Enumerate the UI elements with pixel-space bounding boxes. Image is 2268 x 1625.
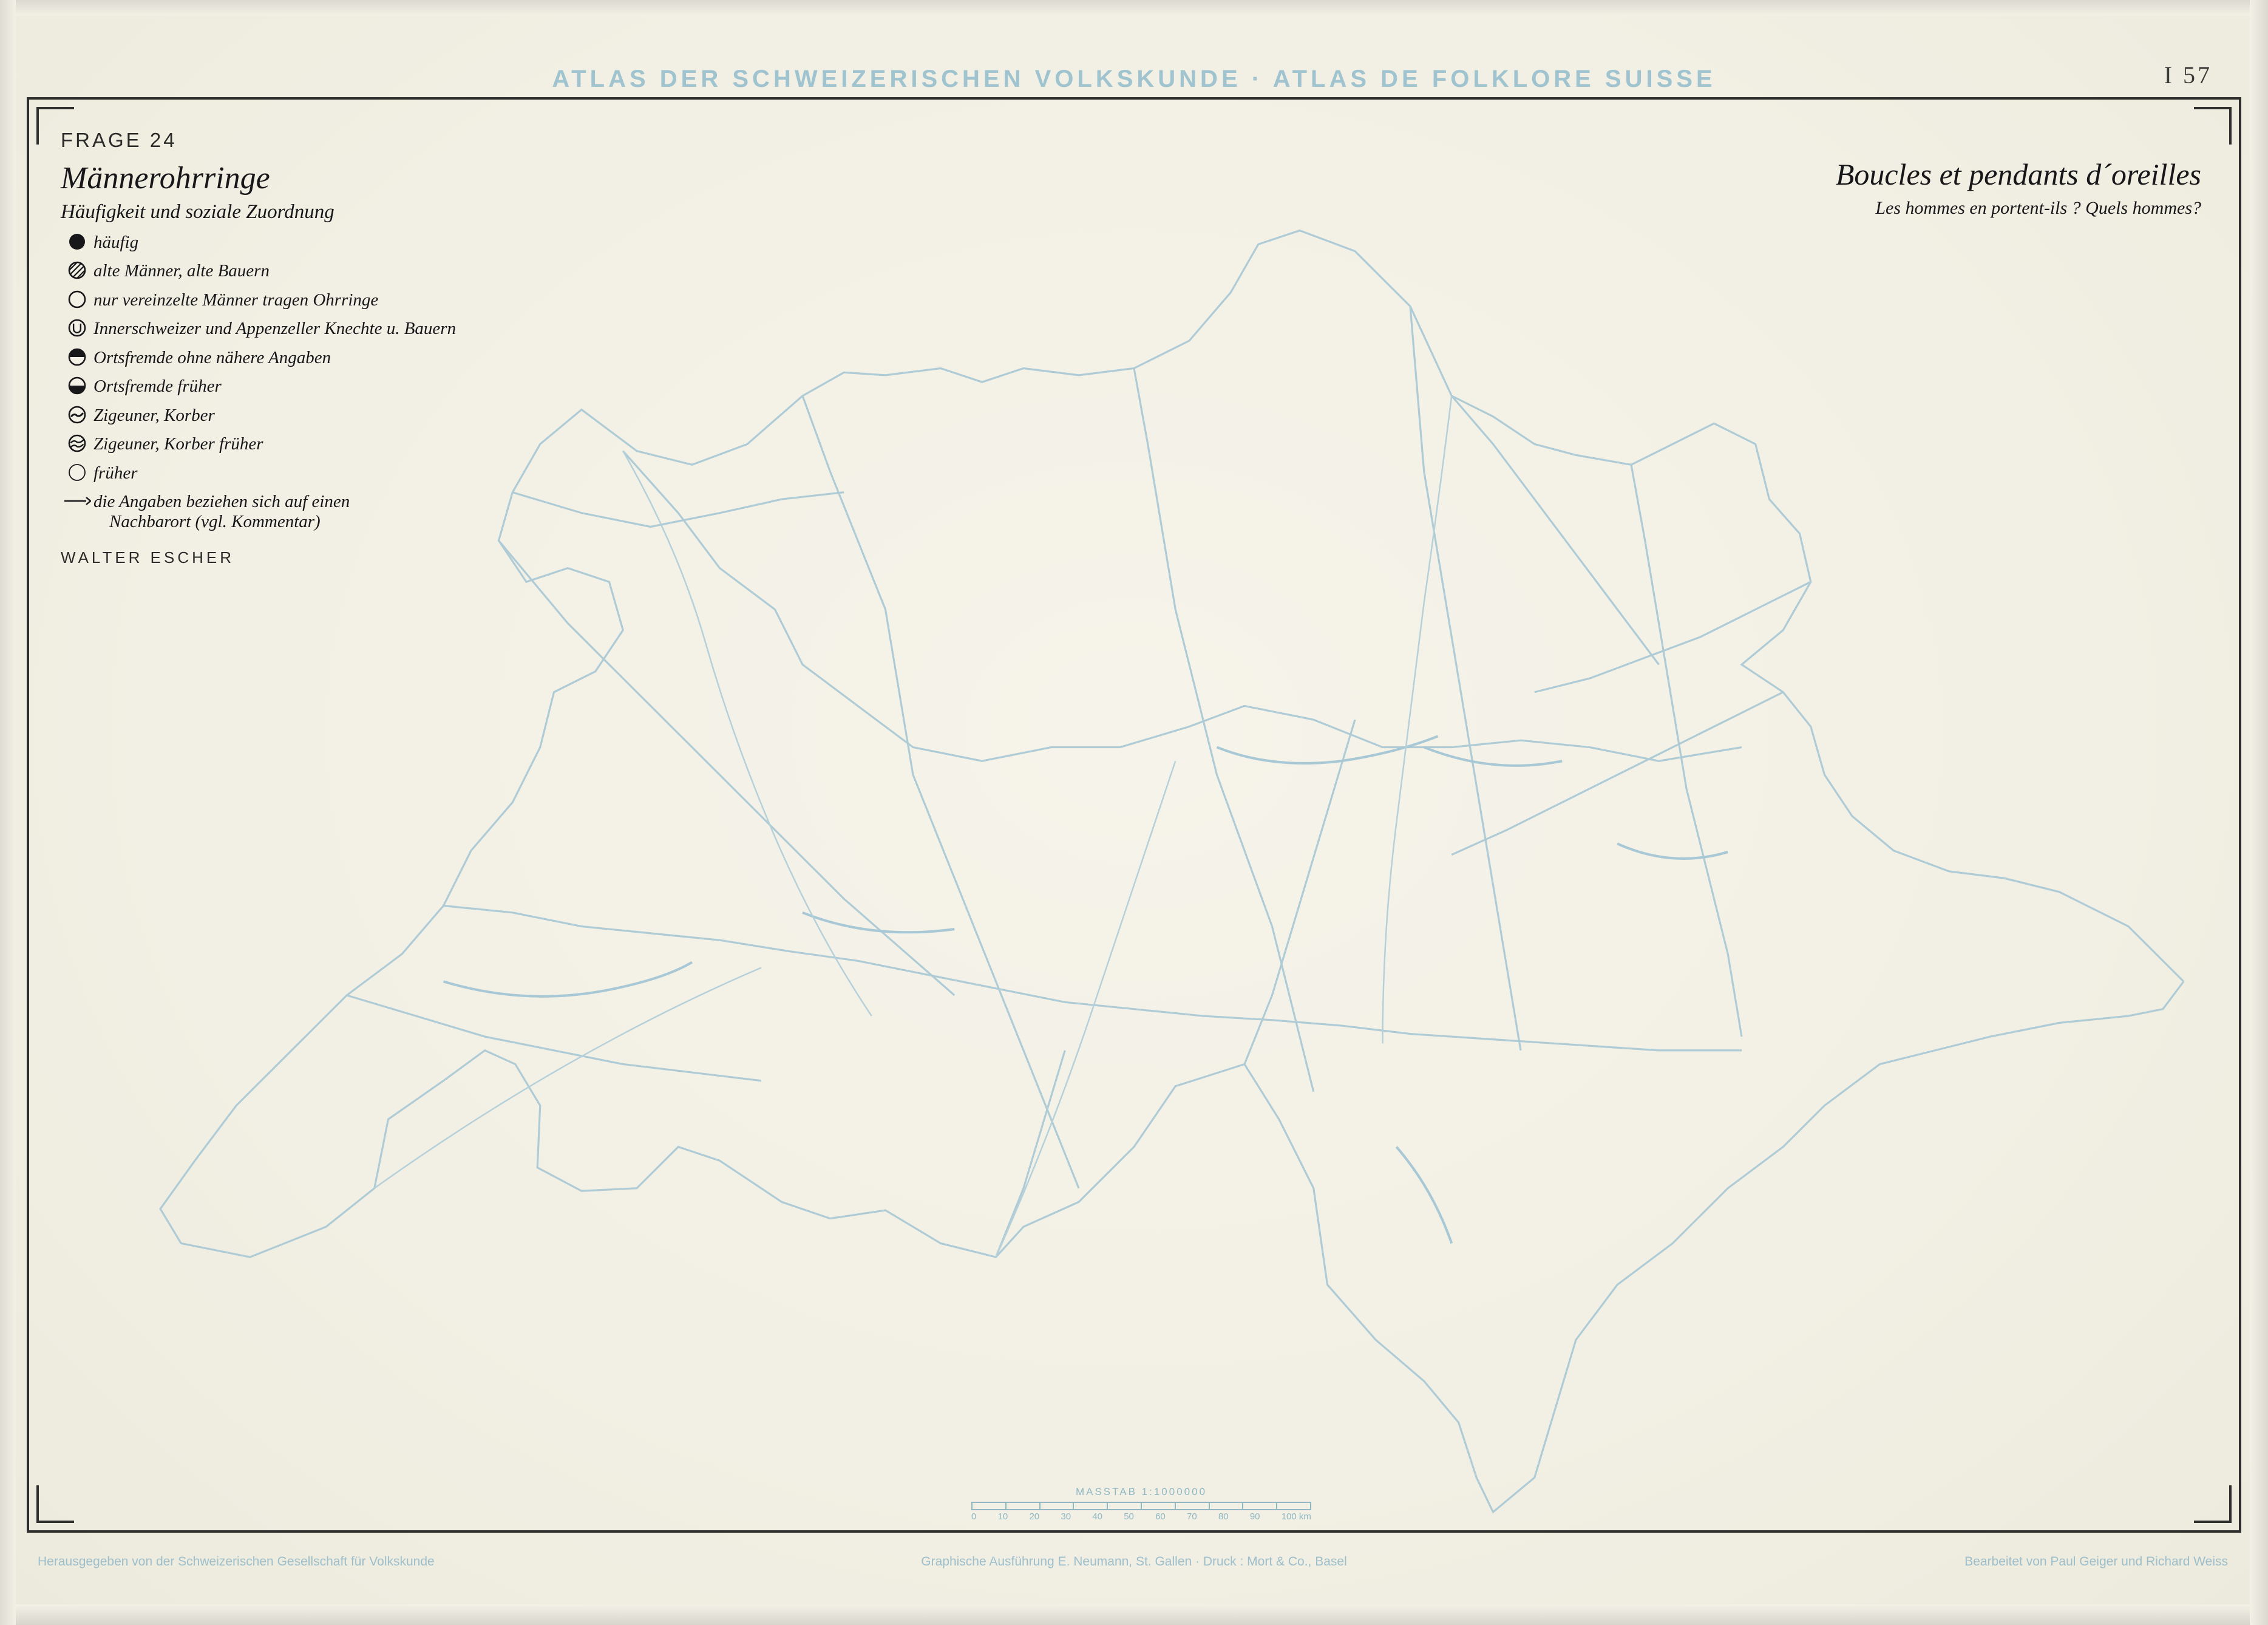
legend-row [61, 347, 571, 367]
legend-row [61, 375, 571, 396]
legend-row [61, 404, 571, 425]
scale-tick: 20 [1029, 1511, 1040, 1522]
top-half-circle-icon [61, 347, 93, 367]
legend-row [61, 260, 571, 281]
page-edge-top [0, 0, 2268, 16]
hatched-circle-icon [61, 260, 93, 281]
author-name: WALTER ESCHER [61, 548, 235, 567]
footer-center: Graphische Ausführung E. Neumann, St. Gallen · Druck : Mort & Co., Basel [921, 1555, 1347, 1569]
legend-row [61, 433, 571, 454]
legend-label: früher [93, 463, 138, 483]
scale-ticks [971, 1511, 1311, 1522]
page-edge-bottom [0, 1604, 2268, 1625]
thin-open-circle-icon [61, 462, 93, 483]
map-subtitle-fr: Les hommes en portent-ils ? Quels hommes? [1875, 198, 2201, 218]
legend-label: häufig [93, 233, 139, 252]
footer-right: Bearbeitet von Paul Geiger und Richard Weiss [1964, 1555, 2228, 1569]
legend-row [61, 231, 571, 252]
legend-label: Zigeuner, Korber früher [93, 434, 263, 454]
legend [61, 129, 571, 567]
u-circle-icon [61, 318, 93, 338]
map-title-de: Männerohrringe [61, 161, 270, 196]
legend-row [61, 318, 571, 338]
scale-tick: 0 [971, 1511, 977, 1522]
scale-caption: MASSTAB 1:1000000 [1075, 1486, 1207, 1497]
legend-items [61, 231, 571, 531]
scale-tick: 30 [1061, 1511, 1071, 1522]
legend-label-continued: Nachbarort (vgl. Kommentar) [109, 511, 321, 531]
legend-label: Innerschweizer und Appenzeller Knechte u. Bauern [93, 319, 457, 339]
page-edge-right [2250, 0, 2268, 1625]
legend-label: Ortsfremde früher [93, 376, 222, 397]
scale-bar-graphic [971, 1502, 1311, 1510]
footer-left: Herausgegeben von der Schweizerischen Gesellschaft für Volkskunde [38, 1555, 435, 1569]
legend-label: Ortsfremde ohne nähere Angaben [93, 347, 331, 367]
map-title-fr: Boucles et pendants d´oreilles [1835, 157, 2201, 191]
scale-bar [971, 1486, 1311, 1522]
scale-tick: 100 km [1281, 1511, 1311, 1522]
question-number: FRAGE 24 [61, 129, 177, 151]
legend-row [61, 491, 571, 531]
legend-row [61, 289, 571, 310]
scale-tick: 60 [1155, 1511, 1166, 1522]
scale-tick: 10 [997, 1511, 1008, 1522]
running-head: ATLAS DER SCHWEIZERISCHEN VOLKSKUNDE · ATLAS DE FOLKLORE SUISSE [552, 66, 1716, 92]
double-s-circle-icon [61, 433, 93, 454]
filled-circle-icon [61, 231, 93, 252]
scale-tick: 70 [1187, 1511, 1197, 1522]
s-bar-circle-icon [61, 404, 93, 425]
bottom-half-circle-icon [61, 375, 93, 396]
map-subtitle-de: Häufigkeit und soziale Zuordnung [61, 201, 334, 223]
legend-label: nur vereinzelte Männer tragen Ohrringe [93, 290, 379, 310]
plate-number: I 57 [2164, 61, 2212, 89]
scale-tick: 40 [1092, 1511, 1102, 1522]
legend-row [61, 462, 571, 483]
frame-right [2239, 97, 2241, 1533]
page-edge-left [0, 0, 16, 1625]
scale-tick: 80 [1218, 1511, 1229, 1522]
legend-label: die Angaben beziehen sich auf einen Nachbarort (vgl. Kommentar) [93, 492, 350, 531]
scale-tick: 50 [1124, 1511, 1134, 1522]
scale-tick: 90 [1249, 1511, 1260, 1522]
open-circle-icon [61, 289, 93, 310]
arrow-right-icon [61, 491, 93, 511]
legend-label: alte Männer, alte Bauern [93, 261, 270, 281]
legend-label: Zigeuner, Korber [93, 405, 215, 425]
title-fr-block [1836, 157, 2201, 219]
